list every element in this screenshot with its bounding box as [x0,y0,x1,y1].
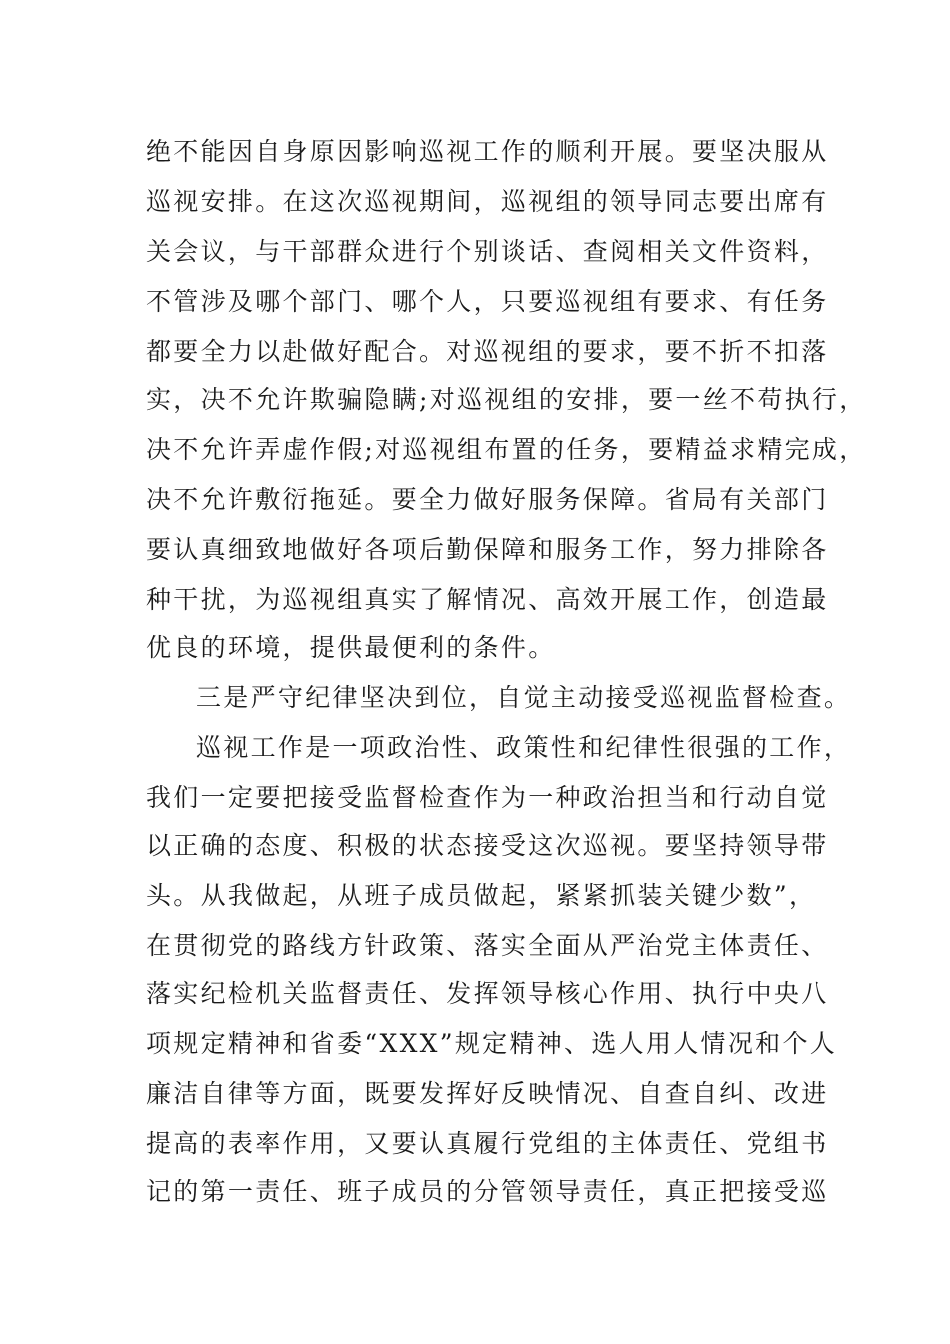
text-line: 实，决不允许欺骗隐瞒;对巡视组的安排，要一丝不苟执行， [146,385,867,414]
text-line: 以正确的态度、积极的状态接受这次巡视。要坚持领导带 [146,831,829,860]
text-line: 决不允许敷衍拖延。要全力做好服务保障。省局有关部门 [146,485,829,514]
text-line: 绝不能因自身原因影响巡视工作的顺利开展。要坚决服从 [146,137,829,166]
text-line: 不管涉及哪个部门、哪个人，只要巡视组有要求、有任务 [146,287,829,316]
paragraph-first-line: 巡视工作是一项政治性、政策性和纪律性很强的工作， [196,733,852,762]
text-line: 项规定精神和省委“XXX”规定精神、选人用人情况和个人 [146,1029,838,1058]
text-line: 我们一定要把接受监督检查作为一种政治担当和行动自觉 [146,783,829,812]
text-line: 都要全力以赴做好配合。对巡视组的要求，要不折不扣落 [146,337,829,366]
text-line: 优良的环境，提供最便利的条件。 [146,633,556,662]
text-line: 落实纪检机关监督责任、发挥领导核心作用、执行中央八 [146,979,829,1008]
text-line: 提高的表率作用，又要认真履行党组的主体责任、党组书 [146,1129,829,1158]
text-line: 廉洁自律等方面，既要发挥好反映情况、自查自纠、改进 [146,1079,829,1108]
text-line: 巡视安排。在这次巡视期间，巡视组的领导同志要出席有 [146,187,829,216]
text-line: 要认真细致地做好各项后勤保障和服务工作，努力排除各 [146,535,829,564]
text-line: 关会议，与干部群众进行个别谈话、查阅相关文件资料， [146,237,829,266]
text-line: 记的第一责任、班子成员的分管领导责任，真正把接受巡 [146,1177,829,1206]
section-heading: 三是严守纪律坚决到位，自觉主动接受巡视监督检查。 [196,683,852,712]
text-line: 种干扰，为巡视组真实了解情况、高效开展工作，创造最 [146,585,829,614]
text-line: 决不允许弄虚作假;对巡视组布置的任务，要精益求精完成， [146,435,867,464]
text-line: 在贯彻党的路线方针政策、落实全面从严治党主体责任、 [146,931,829,960]
text-line: 头。从我做起，从班子成员做起，紧紧抓装关键少数”， [146,881,817,910]
